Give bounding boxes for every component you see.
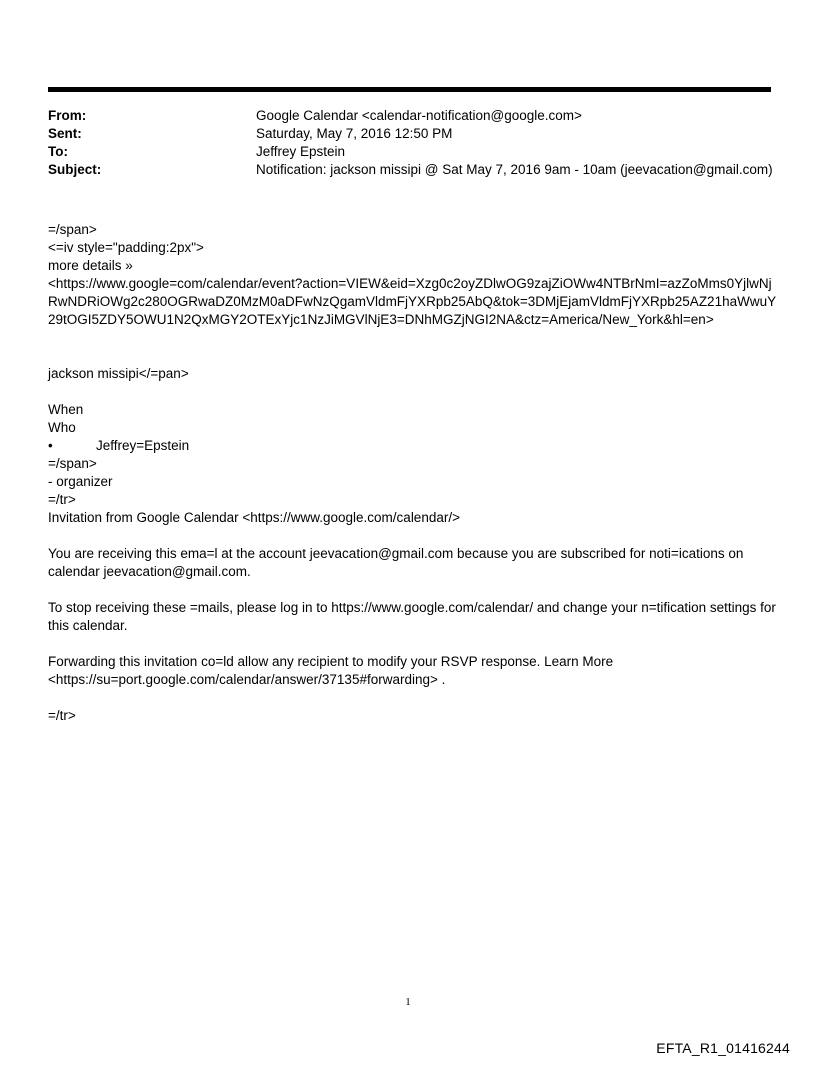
who-label: Who: [48, 420, 76, 435]
header-rule: [48, 87, 771, 92]
to-value: Jeffrey Epstein: [256, 144, 346, 159]
forwarding-notice: Forwarding this invitation co=ld allow any recipient to modify your RSVP response. Learn More <https://su=port.google.com/calendar/answer/37135#forwarding> .: [48, 654, 614, 687]
sent-value: Saturday, May 7, 2016 12:50 PM: [256, 126, 453, 141]
event-url[interactable]: <https://www.google=com/calendar/event?action=VIEW&eid=Xzg0c2oyZDlwOG9zajZiOWw4NTBrNmI=azZoMms0YjlwNjRwNDRiOWg2c280OGRwaDZ0MzM0aDFwNzQgamVldmFjYXRpb25AbQ&tok=3DMjEjamVldmFjYXRpb25AZ21haWwuY29tOGI5ZDY5OWU1N2QxMGY2OTExYjc1NzJiMGVlNjE3=DNhMGZjNGI2NA&ctz=America/New_York&hl=en>: [48, 276, 777, 327]
receiving-notice: You are receiving this ema=l at the account jeevacation@gmail.com because you are subscribed for noti=ications on calendar jeevacation@gmail.com.: [48, 546, 744, 579]
body-line: =/span>: [48, 222, 97, 237]
body-line: <=iv style="padding:2px">: [48, 240, 204, 255]
attendee-name: Jeffrey=Epstein: [96, 438, 190, 453]
bates-number: EFTA_R1_01416244: [656, 1040, 790, 1056]
more-details-link[interactable]: more details »: [48, 258, 133, 273]
bullet-icon: •: [48, 438, 53, 453]
stop-receiving-notice: To stop receiving these =mails, please log in to https://www.google.com/calendar/ and change your n=tification settings for this calendar.: [48, 600, 776, 633]
subject-value: Notification: jackson missipi @ Sat May 7, 2016 9am - 10am (jeevacation@gmail.com): [256, 162, 773, 177]
attendee-item: [48, 437, 778, 455]
sent-label: Sent:: [48, 126, 82, 141]
organizer-label: - organizer: [48, 474, 113, 489]
from-row: [48, 107, 788, 125]
from-label: From:: [48, 108, 87, 123]
when-label: When: [48, 402, 84, 417]
event-title: jackson missipi</=pan>: [48, 366, 189, 381]
body-line: =/tr>: [48, 708, 76, 723]
subject-row: [48, 161, 788, 179]
body-line: =/tr>: [48, 492, 76, 507]
to-row: [48, 143, 788, 161]
page-number: 1: [405, 996, 411, 1008]
to-label: To:: [48, 144, 68, 159]
email-body: [48, 221, 778, 725]
from-value: Google Calendar <calendar-notification@google.com>: [256, 108, 582, 123]
body-line: =/span>: [48, 456, 97, 471]
subject-label: Subject:: [48, 162, 102, 177]
sent-row: [48, 125, 788, 143]
email-header: [48, 107, 788, 179]
invitation-line[interactable]: Invitation from Google Calendar <https://www.google.com/calendar/>: [48, 510, 460, 525]
